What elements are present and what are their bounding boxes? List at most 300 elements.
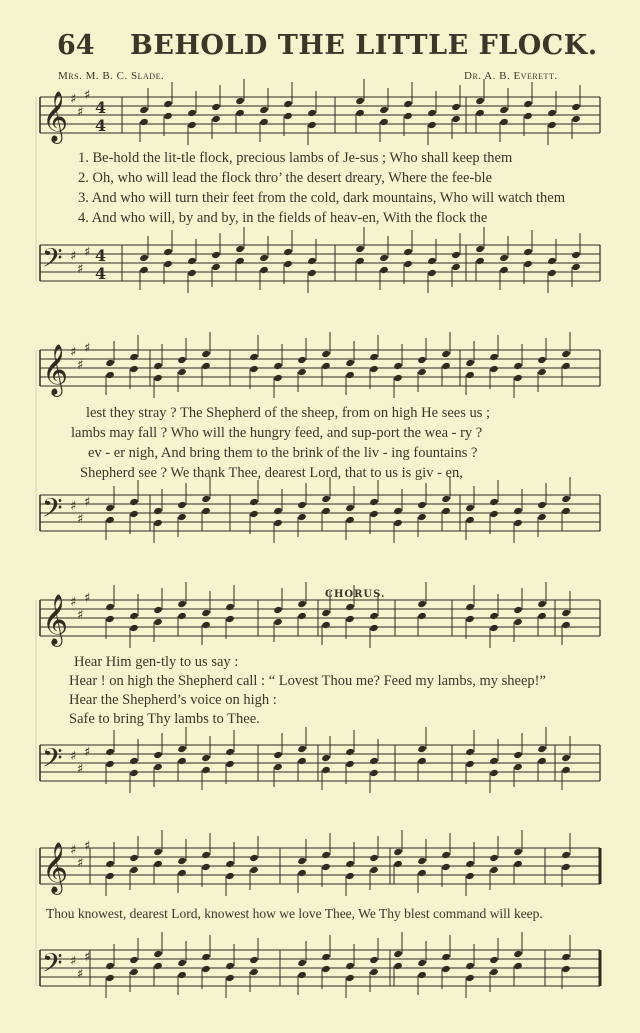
note-head <box>441 495 451 503</box>
note-head <box>105 516 115 524</box>
note-head <box>369 956 379 964</box>
sharp-icon: ♯ <box>84 245 91 260</box>
note-head <box>211 103 221 111</box>
note-head <box>475 245 485 253</box>
sharp-icon: ♯ <box>70 749 77 764</box>
note-head <box>465 504 475 512</box>
note-head <box>523 100 533 108</box>
note-head <box>571 263 581 271</box>
sharp-icon: ♯ <box>84 950 91 965</box>
note-head <box>403 248 413 256</box>
note-head <box>571 103 581 111</box>
sharp-icon: ♯ <box>77 262 84 277</box>
note-head <box>225 872 235 880</box>
note-head <box>129 769 139 777</box>
note-head <box>369 624 379 632</box>
note-head <box>345 603 355 611</box>
note-head <box>441 851 451 859</box>
note-head <box>321 965 331 973</box>
hymn-title: BEHOLD THE LITTLE FLOCK. <box>130 30 598 61</box>
note-head <box>489 353 499 361</box>
note-head <box>369 757 379 765</box>
note-head <box>537 745 547 753</box>
note-head <box>489 624 499 632</box>
note-head <box>177 959 187 967</box>
note-head <box>225 860 235 868</box>
note-head <box>273 606 283 614</box>
note-head <box>153 751 163 759</box>
note-head <box>523 112 533 120</box>
lyricist-credit: Mrs. M. B. C. Slade. <box>58 70 165 82</box>
note-head <box>225 748 235 756</box>
note-head <box>561 953 571 961</box>
note-head <box>465 760 475 768</box>
note-head <box>571 251 581 259</box>
note-head <box>355 257 365 265</box>
note-head <box>249 353 259 361</box>
note-head <box>561 863 571 871</box>
note-head <box>273 519 283 527</box>
note-head <box>489 956 499 964</box>
note-head <box>537 356 547 364</box>
note-head <box>547 109 557 117</box>
note-head <box>369 353 379 361</box>
note-head <box>403 260 413 268</box>
verse-4-line: Safe to bring Thy lambs to Thee. <box>69 711 260 727</box>
note-head <box>427 269 437 277</box>
note-head <box>105 615 115 623</box>
note-head <box>393 507 403 515</box>
note-head <box>177 612 187 620</box>
sharp-icon: ♯ <box>77 762 84 777</box>
note-head <box>441 863 451 871</box>
note-head <box>379 254 389 262</box>
note-head <box>393 374 403 382</box>
note-head <box>153 618 163 626</box>
note-head <box>321 609 331 617</box>
note-head <box>105 359 115 367</box>
note-head <box>465 860 475 868</box>
composer-credit: Dr. A. B. Everett. <box>464 70 558 82</box>
verse-4-line: 4. And who will, by and by, in the fields of heav-en, With the flock the <box>78 210 488 226</box>
note-head <box>177 869 187 877</box>
note-head <box>561 507 571 515</box>
note-head <box>513 362 523 370</box>
note-head <box>283 100 293 108</box>
note-head <box>129 510 139 518</box>
note-head <box>201 754 211 762</box>
note-head <box>187 269 197 277</box>
sharp-icon: ♯ <box>77 967 84 982</box>
note-head <box>451 263 461 271</box>
note-head <box>187 109 197 117</box>
note-head <box>177 513 187 521</box>
note-head <box>163 100 173 108</box>
note-head <box>153 519 163 527</box>
verse-2-line: Hear ! on high the Shepherd call : “ Lovest Thou me? Feed my lambs, my sheep!” <box>69 673 546 689</box>
note-head <box>355 97 365 105</box>
note-head <box>417 971 427 979</box>
note-head <box>129 866 139 874</box>
note-head <box>561 766 571 774</box>
note-head <box>561 965 571 973</box>
note-head <box>129 854 139 862</box>
note-head <box>513 519 523 527</box>
note-head <box>345 962 355 970</box>
note-head <box>259 118 269 126</box>
sharp-icon: ♯ <box>77 856 84 871</box>
note-head <box>283 112 293 120</box>
note-head <box>273 374 283 382</box>
note-head <box>441 362 451 370</box>
note-head <box>561 621 571 629</box>
note-head <box>105 760 115 768</box>
note-head <box>393 362 403 370</box>
note-head <box>523 260 533 268</box>
note-head <box>475 109 485 117</box>
note-head <box>139 106 149 114</box>
note-head <box>249 866 259 874</box>
sharp-icon: ♯ <box>70 843 77 858</box>
note-head <box>489 510 499 518</box>
note-head <box>177 745 187 753</box>
sharp-icon: ♯ <box>84 839 91 854</box>
note-head <box>235 245 245 253</box>
note-head <box>427 109 437 117</box>
note-head <box>513 763 523 771</box>
note-head <box>225 974 235 982</box>
note-head <box>321 507 331 515</box>
note-head <box>321 766 331 774</box>
note-head <box>513 374 523 382</box>
note-head <box>355 109 365 117</box>
note-head <box>417 368 427 376</box>
note-head <box>513 848 523 856</box>
time-signature: 4 <box>95 116 107 135</box>
note-head <box>177 368 187 376</box>
note-head <box>105 872 115 880</box>
verse-3-line: ev - er nigh, And bring them to the brink of the liv - ing fountains ? <box>88 445 478 461</box>
note-head <box>249 854 259 862</box>
note-head <box>345 359 355 367</box>
note-head <box>321 621 331 629</box>
note-head <box>283 248 293 256</box>
note-head <box>465 872 475 880</box>
note-head <box>153 860 163 868</box>
note-head <box>153 962 163 970</box>
note-head <box>417 869 427 877</box>
note-head <box>379 118 389 126</box>
note-head <box>465 371 475 379</box>
note-head <box>417 757 427 765</box>
note-head <box>297 612 307 620</box>
chorus-line: Thou knowest, dearest Lord, knowest how we love Thee, We Thy blest command will keep. <box>46 906 543 921</box>
note-head <box>177 356 187 364</box>
bass-clef-icon: 𝄢 <box>42 242 63 280</box>
note-head <box>345 748 355 756</box>
note-head <box>561 851 571 859</box>
time-signature: 4 <box>95 264 107 283</box>
note-head <box>307 257 317 265</box>
note-head <box>369 854 379 862</box>
note-head <box>547 257 557 265</box>
sharp-icon: ♯ <box>77 512 84 527</box>
note-head <box>369 769 379 777</box>
note-head <box>249 498 259 506</box>
bass-clef-icon: 𝄢 <box>42 947 63 985</box>
note-head <box>393 860 403 868</box>
note-head <box>489 968 499 976</box>
sharp-icon: ♯ <box>70 499 77 514</box>
note-head <box>499 254 509 262</box>
note-head <box>153 950 163 958</box>
note-head <box>369 510 379 518</box>
note-head <box>235 109 245 117</box>
note-head <box>345 516 355 524</box>
note-head <box>513 618 523 626</box>
note-head <box>321 350 331 358</box>
note-head <box>465 974 475 982</box>
note-head <box>153 848 163 856</box>
note-head <box>201 621 211 629</box>
note-head <box>369 498 379 506</box>
note-head <box>297 513 307 521</box>
note-head <box>201 953 211 961</box>
note-head <box>297 857 307 865</box>
treble-clef-icon: 𝄞 <box>42 344 69 395</box>
note-head <box>489 498 499 506</box>
note-head <box>393 848 403 856</box>
note-head <box>417 857 427 865</box>
note-head <box>441 953 451 961</box>
note-head <box>465 615 475 623</box>
note-head <box>297 869 307 877</box>
note-head <box>369 968 379 976</box>
note-head <box>427 257 437 265</box>
note-head <box>345 860 355 868</box>
treble-clef-icon: 𝄞 <box>42 842 69 893</box>
note-head <box>153 374 163 382</box>
verse-2-line: lambs may fall ? Who will the hungry feed, and sup-port the wea - ry ? <box>71 425 483 441</box>
time-signature: 4 <box>95 98 107 117</box>
treble-clef-icon: 𝄞 <box>42 91 69 142</box>
note-head <box>105 974 115 982</box>
note-head <box>225 615 235 623</box>
note-head <box>537 600 547 608</box>
note-head <box>321 953 331 961</box>
note-head <box>201 362 211 370</box>
note-head <box>297 600 307 608</box>
note-head <box>129 956 139 964</box>
note-head <box>417 501 427 509</box>
note-head <box>201 863 211 871</box>
note-head <box>163 260 173 268</box>
note-head <box>465 516 475 524</box>
note-head <box>547 121 557 129</box>
note-head <box>273 751 283 759</box>
note-head <box>475 257 485 265</box>
note-head <box>537 757 547 765</box>
note-head <box>513 751 523 759</box>
note-head <box>249 968 259 976</box>
note-head <box>225 760 235 768</box>
note-head <box>489 612 499 620</box>
time-signature: 4 <box>95 246 107 265</box>
note-head <box>561 609 571 617</box>
note-head <box>139 118 149 126</box>
note-head <box>321 851 331 859</box>
note-head <box>297 501 307 509</box>
note-head <box>297 757 307 765</box>
note-head <box>129 498 139 506</box>
note-head <box>513 962 523 970</box>
note-head <box>465 603 475 611</box>
note-head <box>297 745 307 753</box>
note-head <box>307 269 317 277</box>
note-head <box>403 112 413 120</box>
note-head <box>153 606 163 614</box>
verse-1-line: lest they stray ? The Shepherd of the sheep, from on high He sees us ; <box>86 405 491 421</box>
note-head <box>321 863 331 871</box>
sharp-icon: ♯ <box>70 249 77 264</box>
note-head <box>369 612 379 620</box>
note-head <box>105 603 115 611</box>
note-head <box>307 121 317 129</box>
chorus-label: CHORUS. <box>325 589 386 600</box>
note-head <box>393 950 403 958</box>
note-head <box>513 606 523 614</box>
note-head <box>547 269 557 277</box>
note-head <box>345 371 355 379</box>
note-head <box>417 959 427 967</box>
note-head <box>417 600 427 608</box>
note-head <box>297 368 307 376</box>
note-head <box>561 362 571 370</box>
treble-clef-icon: 𝄞 <box>42 594 69 645</box>
note-head <box>393 519 403 527</box>
note-head <box>561 754 571 762</box>
note-head <box>153 362 163 370</box>
note-head <box>417 745 427 753</box>
verse-4-line: Shepherd see ? We thank Thee, dearest Lord, that to us is giv - en, <box>80 465 463 481</box>
note-head <box>211 251 221 259</box>
note-head <box>379 266 389 274</box>
verse-3-line: 3. And who will turn their feet from the cold, dark mountains, Who will watch them <box>78 190 565 206</box>
note-head <box>537 513 547 521</box>
note-head <box>105 371 115 379</box>
note-head <box>129 612 139 620</box>
note-head <box>201 507 211 515</box>
sharp-icon: ♯ <box>84 591 91 606</box>
verse-1-line: 1. Be-hold the lit-tle flock, precious lambs of Je-sus ; Who shall keep them <box>78 150 513 166</box>
note-head <box>321 754 331 762</box>
verse-2-line: 2. Oh, who will lead the flock thro’ the desert dreary, Where the fee-ble <box>78 170 493 186</box>
note-head <box>451 115 461 123</box>
note-head <box>249 956 259 964</box>
note-head <box>417 356 427 364</box>
note-head <box>259 254 269 262</box>
note-head <box>537 501 547 509</box>
note-head <box>177 857 187 865</box>
note-head <box>465 359 475 367</box>
note-head <box>211 263 221 271</box>
note-head <box>177 600 187 608</box>
note-head <box>451 251 461 259</box>
note-head <box>345 615 355 623</box>
note-head <box>139 254 149 262</box>
note-head <box>403 100 413 108</box>
note-head <box>537 368 547 376</box>
bass-clef-icon: 𝄢 <box>42 492 63 530</box>
sharp-icon: ♯ <box>84 495 91 510</box>
note-head <box>465 748 475 756</box>
note-head <box>273 507 283 515</box>
note-head <box>513 860 523 868</box>
note-head <box>201 495 211 503</box>
sharp-icon: ♯ <box>70 92 77 107</box>
sharp-icon: ♯ <box>70 345 77 360</box>
note-head <box>297 959 307 967</box>
note-head <box>105 504 115 512</box>
note-head <box>321 495 331 503</box>
note-head <box>417 612 427 620</box>
note-head <box>417 513 427 521</box>
note-head <box>355 245 365 253</box>
note-head <box>249 510 259 518</box>
note-head <box>451 103 461 111</box>
note-head <box>513 950 523 958</box>
note-head <box>129 624 139 632</box>
note-head <box>441 350 451 358</box>
sharp-icon: ♯ <box>77 105 84 120</box>
note-head <box>345 974 355 982</box>
note-head <box>345 760 355 768</box>
note-head <box>561 350 571 358</box>
note-head <box>129 968 139 976</box>
note-head <box>139 266 149 274</box>
note-head <box>201 851 211 859</box>
sharp-icon: ♯ <box>84 745 91 760</box>
note-head <box>475 97 485 105</box>
note-head <box>283 260 293 268</box>
note-head <box>153 507 163 515</box>
note-head <box>571 115 581 123</box>
note-head <box>321 362 331 370</box>
note-head <box>225 962 235 970</box>
verse-1-line: Hear Him gen-tly to us say : <box>74 654 239 670</box>
note-head <box>129 757 139 765</box>
note-head <box>177 501 187 509</box>
note-head <box>369 365 379 373</box>
sharp-icon: ♯ <box>70 595 77 610</box>
note-head <box>465 962 475 970</box>
note-head <box>177 971 187 979</box>
note-head <box>273 618 283 626</box>
page-number: 64 <box>57 30 95 61</box>
note-head <box>307 109 317 117</box>
note-head <box>187 257 197 265</box>
sharp-icon: ♯ <box>84 341 91 356</box>
note-head <box>561 495 571 503</box>
note-head <box>201 965 211 973</box>
note-head <box>201 766 211 774</box>
note-head <box>441 965 451 973</box>
note-head <box>427 121 437 129</box>
note-head <box>177 757 187 765</box>
note-head <box>163 112 173 120</box>
note-head <box>129 353 139 361</box>
note-head <box>235 257 245 265</box>
